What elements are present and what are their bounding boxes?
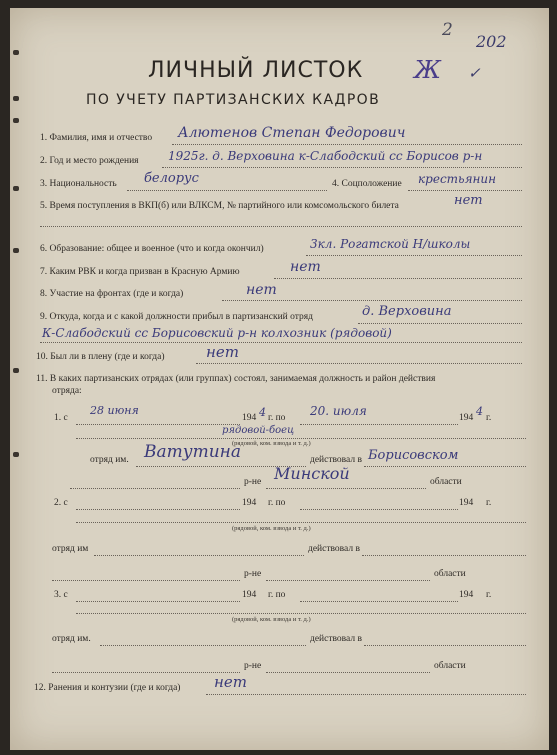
field-6-label: 6. Образование: общее и военное (что и когда окончил) <box>40 244 264 254</box>
field-line <box>300 509 458 510</box>
entry-2-num: 2. с <box>54 498 68 508</box>
field-line <box>266 672 430 673</box>
entry-2-year-from: 194 <box>242 498 257 508</box>
form-title: ЛИЧНЫЙ ЛИСТОК <box>148 58 364 83</box>
entry-1-acted: Борисовском <box>368 448 459 463</box>
entry-1-otryad: Ватутина <box>144 442 242 462</box>
field-7-label: 7. Каким РВК и когда призван в Красную Армию <box>40 267 240 277</box>
binder-hole <box>13 50 19 55</box>
binder-hole <box>13 452 19 457</box>
field-5-label: 5. Время поступления в ВКП(б) или ВЛКСМ, № партийного или комсомольского билета <box>40 201 399 211</box>
binder-hole <box>13 368 19 373</box>
field-line <box>76 613 526 614</box>
entry-1-g: г. <box>486 413 492 423</box>
field-9-value-1: д. Верховина <box>362 304 452 319</box>
field-line <box>52 580 240 581</box>
field-line <box>94 555 304 556</box>
field-4-label: 4. Соцположение <box>332 179 402 189</box>
field-line <box>358 323 522 324</box>
entry-3-acted-label: действовал в <box>310 634 362 644</box>
entry-2-acted-label: действовал в <box>308 544 360 554</box>
field-line <box>100 645 306 646</box>
field-3-label: 3. Национальность <box>40 179 117 189</box>
document-sheet <box>10 8 549 750</box>
field-line <box>362 555 526 556</box>
field-line <box>364 466 526 467</box>
field-line <box>408 190 522 191</box>
field-line <box>40 342 522 343</box>
entry-3-rn-label: р-не <box>244 661 262 671</box>
initial-mark: Ж <box>414 56 441 84</box>
field-2-value: 1925г. д. Верховина к-Слабодский сс Борисов р-н <box>168 149 483 163</box>
entry-2-oblast-label: области <box>434 569 466 579</box>
entry-1-role-caption: (рядовой, ком. взвода и т. д.) <box>232 440 311 447</box>
field-line <box>266 488 426 489</box>
field-line <box>266 580 430 581</box>
check-mark: ✓ <box>468 64 481 82</box>
field-line <box>162 167 522 168</box>
entry-3-g: г. <box>486 590 492 600</box>
field-line <box>206 694 526 695</box>
field-line <box>196 363 522 364</box>
field-line <box>306 255 522 256</box>
field-line <box>274 278 522 279</box>
field-line <box>52 672 240 673</box>
entry-3-year-to: 194 <box>459 590 474 600</box>
entry-1-to-label: г. по <box>268 413 286 423</box>
field-line <box>76 424 240 425</box>
field-10-value: нет <box>206 343 239 361</box>
entry-1-year-to: 194 <box>459 413 474 423</box>
field-9-label: 9. Откуда, когда и с какой должности прибыл в партизанский отряд <box>40 312 313 322</box>
field-line <box>300 601 458 602</box>
entry-1-role: рядовой-боец <box>222 425 295 436</box>
field-line <box>127 190 327 191</box>
entry-3-num: 3. с <box>54 590 68 600</box>
entry-3-year-from: 194 <box>242 590 257 600</box>
entry-1-oblast-label: области <box>430 477 462 487</box>
field-4-value: крестьянин <box>418 172 497 186</box>
entry-1-num: 1. с <box>54 413 68 423</box>
entry-3-to-label: г. по <box>268 590 286 600</box>
entry-3-role-caption: (рядовой, ком. взвода и т. д.) <box>232 616 311 623</box>
field-10-label: 10. Был ли в плену (где и когда) <box>36 352 165 362</box>
field-8-value: нет <box>246 282 277 298</box>
entry-1-year-from-digit: 4 <box>259 406 266 419</box>
entry-2-g: г. <box>486 498 492 508</box>
field-line <box>76 522 526 523</box>
field-1-value: Алютенов Степан Федорович <box>178 125 406 141</box>
binder-hole <box>13 248 19 253</box>
entry-1-otryad-label: отряд им. <box>90 455 129 465</box>
field-7-value: нет <box>290 259 321 275</box>
binder-hole <box>13 96 19 101</box>
field-5-value: нет <box>454 193 483 208</box>
field-11-label-cont: отряда: <box>52 386 82 396</box>
field-2-label: 2. Год и место рождения <box>40 156 139 166</box>
entry-2-to-label: г. по <box>268 498 286 508</box>
field-12-label: 12. Ранения и контузии (где и когда) <box>34 683 181 693</box>
entry-1-region: Минской <box>274 464 350 483</box>
field-3-value: белорус <box>144 171 199 186</box>
entry-2-otryad-label: отряд им <box>52 544 89 554</box>
entry-1-acted-label: действовал в <box>310 455 362 465</box>
page-number: 202 <box>476 32 507 51</box>
field-12-value: нет <box>214 673 247 691</box>
field-line <box>70 488 240 489</box>
field-6-value: 3кл. Рогатской Н/школы <box>310 237 471 251</box>
field-8-label: 8. Участие на фронтах (где и когда) <box>40 289 184 299</box>
entry-1-year-from: 194 <box>242 413 257 423</box>
field-line <box>76 438 526 439</box>
binder-hole <box>13 186 19 191</box>
field-line <box>40 226 522 227</box>
field-line <box>76 509 240 510</box>
field-line <box>300 424 458 425</box>
binder-hole <box>13 118 19 123</box>
field-line <box>222 300 522 301</box>
entry-2-year-to: 194 <box>459 498 474 508</box>
field-9-value-2: К-Слабодский сс Борисовский р-н колхозник (рядовой) <box>42 326 392 340</box>
entry-2-rn-label: р-не <box>244 569 262 579</box>
entry-1-to: 20. июля <box>310 404 367 418</box>
field-1-label: 1. Фамилия, имя и отчество <box>40 133 153 143</box>
entry-1-rn-label: р-не <box>244 477 262 487</box>
entry-1-from: 28 июня <box>90 404 139 417</box>
entry-1-year-to-digit: 4 <box>476 405 483 418</box>
field-line <box>76 601 240 602</box>
form-subtitle: ПО УЧЕТУ ПАРТИЗАНСКИХ КАДРОВ <box>86 92 381 108</box>
field-line <box>172 144 522 145</box>
field-11-label: 11. В каких партизанских отрядах (или группах) состоял, занимаемая должность и район действия <box>36 374 436 384</box>
entry-3-oblast-label: области <box>434 661 466 671</box>
entry-3-otryad-label: отряд им. <box>52 634 91 644</box>
entry-2-role-caption: (рядовой, ком. взвода и т. д.) <box>232 525 311 532</box>
corner-number: 2 <box>442 20 453 40</box>
field-line <box>364 645 526 646</box>
